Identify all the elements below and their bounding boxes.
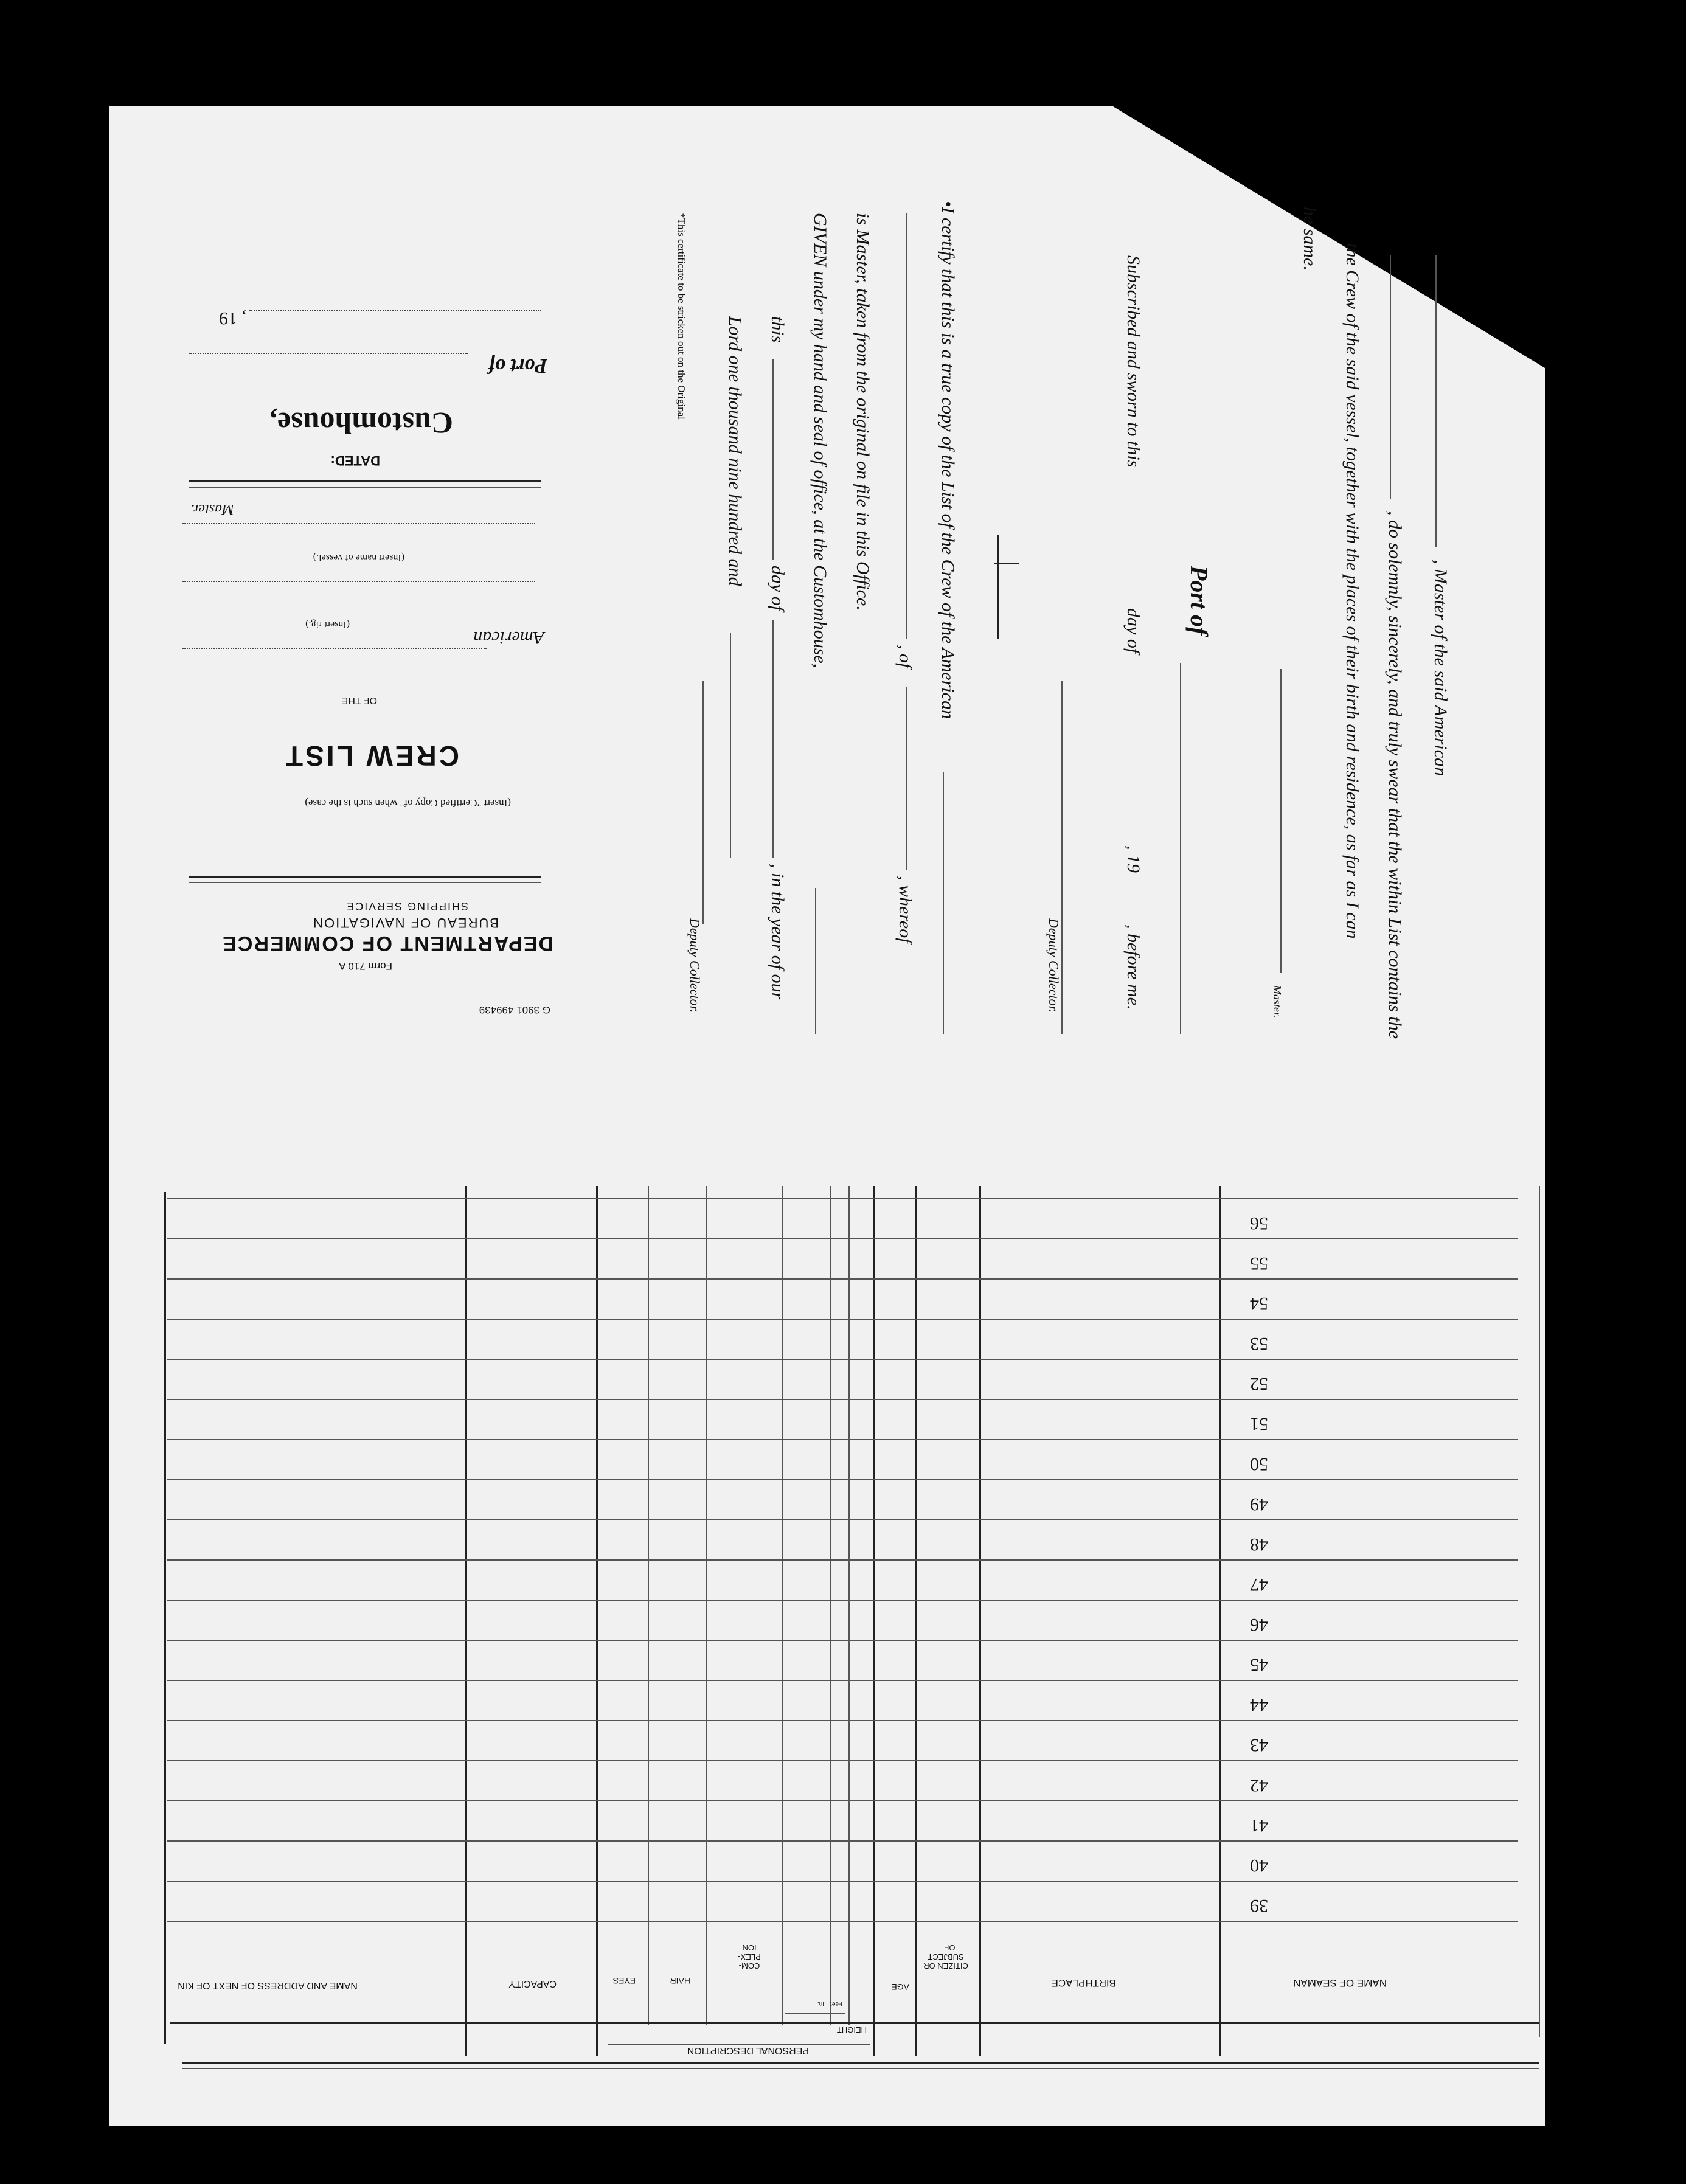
table-row-line <box>167 1278 1518 1280</box>
certificate-line-5b: day of <box>768 566 788 611</box>
form-code: G 3901 499439 <box>479 1004 550 1016</box>
oath-line-2: , do solemnly, sincerely, and truly swear that the within List contains the <box>1385 511 1405 1039</box>
row-number: 53 <box>1250 1334 1268 1354</box>
oath-line-3: the Crew of the said vessel, together with the places of their birth and residence, as far as I can <box>1342 243 1362 939</box>
master-signature-line <box>1280 669 1282 973</box>
table-row-line <box>167 1760 1518 1761</box>
table-row-line <box>167 1519 1518 1520</box>
header-feet: Feet <box>830 2000 842 2007</box>
port-of-label: Port of <box>488 355 547 377</box>
table-row-line <box>167 1399 1518 1400</box>
certificate-of-line <box>906 687 907 870</box>
vessel-line <box>182 581 535 582</box>
header-capacity: CAPACITY <box>508 1978 557 1989</box>
certificate-line-6: Lord one thousand nine hundred and <box>725 316 745 586</box>
master-line <box>182 523 535 524</box>
header-name-of-seaman: NAME OF SEAMAN <box>1293 1977 1387 1989</box>
table-row-line <box>167 1720 1518 1721</box>
table-row-line <box>167 1238 1518 1239</box>
dated-rule-thin <box>189 487 541 488</box>
certificate-line-3: is Master, taken from the original on file in this Office. <box>853 213 873 611</box>
footnote: *This certificate to be stricken out on the Original <box>676 213 687 420</box>
certified-copy-note: (Insert "Certified Copy of" when such is the case) <box>305 797 511 809</box>
section-divider <box>997 535 999 639</box>
table-row-line <box>167 1559 1518 1561</box>
oath-master-label: Master. <box>1271 985 1283 1018</box>
certificate-vessel-name-line <box>906 213 907 639</box>
year-line <box>249 310 541 311</box>
table-row-line <box>167 1921 1518 1922</box>
table-row-line <box>167 1881 1518 1882</box>
subscribed-text-a: Subscribed and sworn to this <box>1123 255 1143 468</box>
header-next-of-kin: NAME AND ADDRESS OF NEXT OF KIN <box>178 1980 358 1991</box>
table-row-line <box>167 1198 1518 1199</box>
year-label: , 19 <box>219 308 246 328</box>
form-number: Form 710 A <box>339 960 392 972</box>
deputy-signature-line <box>1061 681 1063 1034</box>
header-complexion: COM-PLEX-ION <box>738 1943 761 1971</box>
certificate-customhouse-line <box>815 888 816 1034</box>
department-title: DEPARTMENT OF COMMERCE <box>221 932 553 955</box>
certificate-line-5c: , in the year of our <box>768 864 788 1000</box>
oath-line-1: , Master of the said American <box>1431 560 1451 777</box>
row-number: 55 <box>1250 1253 1268 1274</box>
row-number: 51 <box>1250 1414 1268 1434</box>
service-name: SHIPPING SERVICE <box>345 900 468 912</box>
header-inches: In. <box>817 2000 824 2007</box>
oath-line-2-field <box>1390 255 1391 499</box>
table-row-line <box>167 1840 1518 1842</box>
row-number: 48 <box>1250 1534 1268 1555</box>
row-number: 49 <box>1250 1494 1268 1514</box>
header-height: HEIGHT <box>836 2025 867 2034</box>
row-number: 50 <box>1250 1454 1268 1474</box>
row-number: 47 <box>1250 1575 1268 1595</box>
certificate-this-line <box>772 359 774 560</box>
certificate-line-5a: this <box>768 316 788 343</box>
insert-vessel-note: (Insert name of vessel.) <box>313 552 404 563</box>
subscribed-text-b: day of <box>1123 608 1143 654</box>
certificate-deputy-label: Deputy Collector. <box>687 918 702 1013</box>
table-row-line <box>167 1640 1518 1641</box>
table-row-line <box>167 1680 1518 1681</box>
table-row-line <box>167 1479 1518 1480</box>
certificate-line-4: GIVEN under my hand and seal of office, at the Customhouse, <box>810 213 830 668</box>
header-hair: HAIR <box>670 1976 690 1986</box>
certificate-vessel-line <box>943 772 944 1034</box>
subscribed-text-d: , before me. <box>1123 924 1143 1010</box>
header-eyes: EYES <box>612 1976 636 1986</box>
customhouse-label: Customhouse, <box>269 406 453 440</box>
oath-deputy-label: Deputy Collector. <box>1046 918 1061 1013</box>
certificate-line-2a: , of <box>895 645 915 668</box>
row-number: 41 <box>1250 1815 1268 1836</box>
dated-rule <box>189 480 541 482</box>
of-the-label: OF THE <box>341 695 377 705</box>
certificate-deputy-line <box>702 681 704 924</box>
crew-list-title: CREW LIST <box>283 740 459 772</box>
certificate-line-2b: , whereof <box>895 876 915 943</box>
insert-rig-note: (Insert rig.) <box>305 619 350 629</box>
bureau-name: BUREAU OF NAVIGATION <box>312 915 499 931</box>
header-personal-description: PERSONAL DESCRIPTION <box>687 2045 809 2056</box>
american-label: American <box>473 628 544 648</box>
row-number: 39 <box>1250 1896 1268 1916</box>
dated-label: DATED: <box>330 453 380 468</box>
table-row-line <box>167 1600 1518 1601</box>
table-row-line <box>167 1359 1518 1360</box>
rig-line <box>182 648 487 649</box>
subscribed-text-c: , 19 <box>1123 845 1143 873</box>
master-label: Master. <box>190 501 234 517</box>
oath-port-line <box>1180 663 1181 1034</box>
port-line <box>189 353 468 354</box>
table-row-line <box>167 1439 1518 1440</box>
table-row-line <box>167 1319 1518 1320</box>
title-rule-thin <box>189 882 541 883</box>
oath-line-1-field <box>1435 255 1437 547</box>
row-number: 54 <box>1250 1294 1268 1314</box>
row-number: 52 <box>1250 1374 1268 1394</box>
header-age: AGE <box>891 1982 909 1992</box>
table-row-line <box>167 1800 1518 1801</box>
row-number: 43 <box>1250 1735 1268 1755</box>
oath-port-of-label: Port of <box>1185 566 1213 636</box>
certificate-day-line <box>772 620 774 858</box>
certificate-year-line <box>730 633 731 858</box>
header-birthplace: BIRTHPLACE <box>1051 1977 1116 1989</box>
row-number: 42 <box>1250 1775 1268 1795</box>
title-rule <box>189 876 541 878</box>
row-number: 45 <box>1250 1655 1268 1675</box>
header-citizen: CITIZEN OR SUBJECT OF— <box>923 1943 968 1971</box>
row-number: 56 <box>1250 1213 1268 1233</box>
certificate-line-1: •I certify that this is a true copy of the List of the Crew of the American <box>938 201 958 719</box>
oath-line-4: he same. <box>1300 207 1320 271</box>
row-number: 40 <box>1250 1856 1268 1876</box>
row-number: 44 <box>1250 1695 1268 1715</box>
row-number: 46 <box>1250 1615 1268 1635</box>
